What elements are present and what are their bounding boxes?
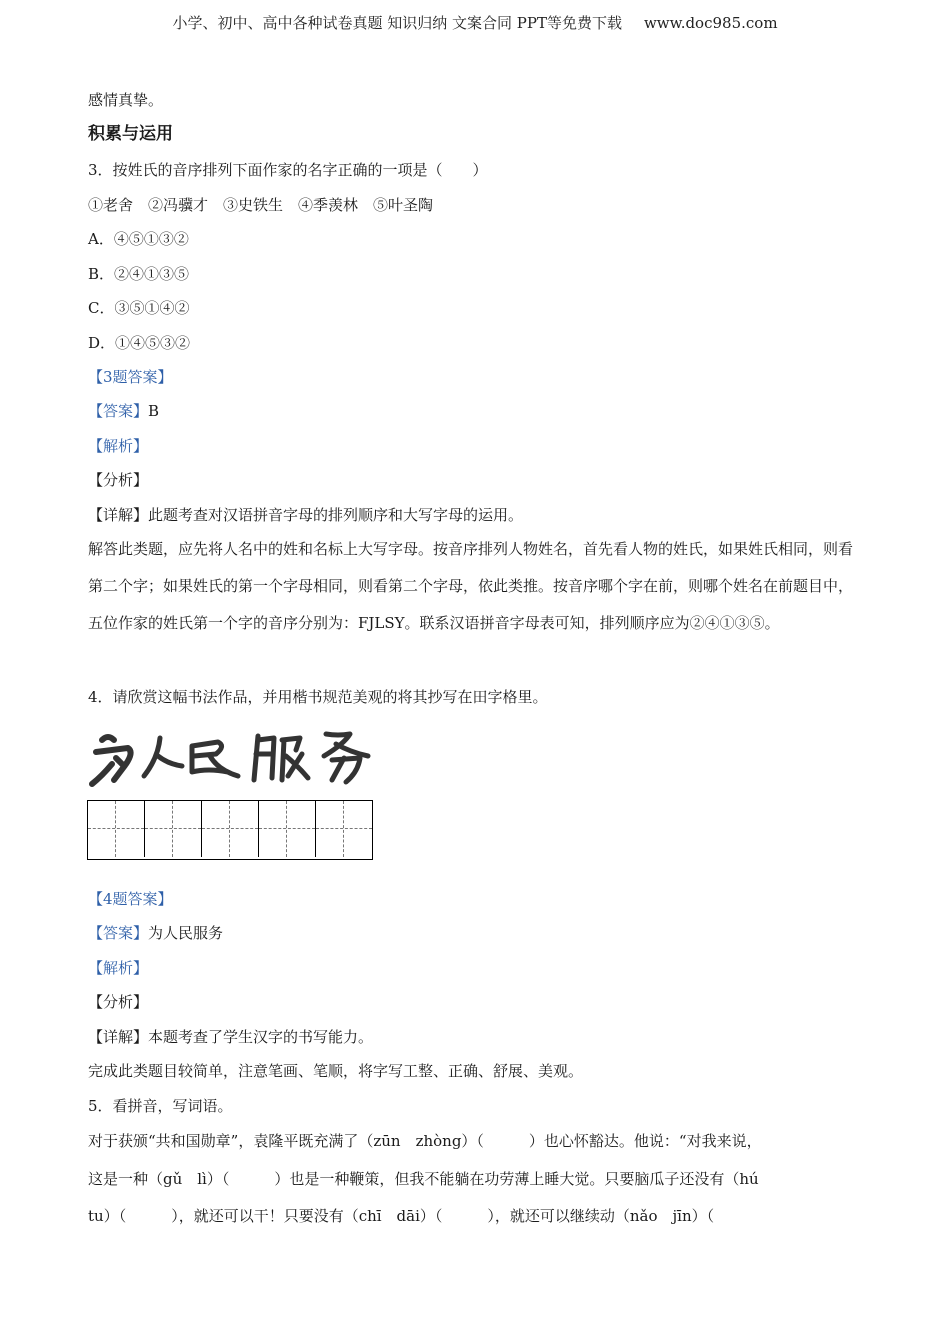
detail-tag: 【详解】 — [88, 1028, 149, 1046]
q5-line-2: 这是一种（gǔ lì）（ ）也是一种鞭策，但我不能躺在功劳薄上睡大觉。只要脑瓜子还没有（hú — [88, 1170, 759, 1188]
q4-fenxi: 【分析】 — [88, 993, 149, 1011]
option-c: C．③⑤①④② — [88, 299, 190, 317]
grid-cell[interactable] — [88, 801, 145, 857]
answer-value: B — [148, 402, 160, 420]
question-3: 3．按姓氏的音序排列下面作家的名字正确的一项是（ ） — [88, 161, 488, 179]
grid-cell[interactable] — [145, 801, 202, 857]
q3-answer — [88, 401, 159, 421]
option-b: B．②④①③⑤ — [88, 265, 190, 283]
question-4: 4．请欣赏这幅书法作品，并用楷书规范美观的将其抄写在田字格里。 — [88, 688, 548, 706]
q3-answer-title: 【3题答案】 — [88, 368, 173, 386]
detail-text: 本题考查了学生汉字的书写能力。 — [148, 1028, 374, 1046]
question-3-names: ①老舍 ②冯骥才 ③史铁生 ④季羡林 ⑤叶圣陶 — [88, 196, 434, 214]
prev-text-tail: 感情真挚。 — [88, 91, 164, 109]
tianzige-grid — [87, 800, 373, 860]
calligraphy-image — [88, 722, 378, 788]
q5-line-1: 对于获颁“共和国勋章”，袁隆平既充满了（zūn zhòng）（ ）也心怀豁达。他说：“对我来说， — [88, 1132, 762, 1150]
q4-answer-title: 【4题答案】 — [88, 890, 173, 908]
q3-jiexi: 【解析】 — [88, 437, 149, 455]
grid-cell[interactable] — [259, 801, 316, 857]
q3-detail — [88, 505, 523, 525]
detail-text: 此题考查对汉语拼音字母的排列顺序和大写字母的运用。 — [148, 506, 524, 524]
q4-explanation: 完成此类题目较简单，注意笔画、笔顺，将字写工整、正确、舒展、美观。 — [88, 1062, 584, 1080]
answer-tag: 【答案】 — [88, 924, 149, 942]
answer-value: 为人民服务 — [148, 924, 224, 942]
detail-tag: 【详解】 — [88, 506, 149, 524]
q4-jiexi: 【解析】 — [88, 959, 149, 977]
q3-fenxi: 【分析】 — [88, 471, 149, 489]
section-heading: 积累与运用 — [88, 124, 173, 144]
question-5: 5．看拼音，写词语。 — [88, 1097, 233, 1115]
header-title: 小学、初中、高中各种试卷真题 知识归纳 文案合同 PPT等免费下载 — [172, 14, 622, 32]
grid-cell[interactable] — [202, 801, 259, 857]
header-site-link[interactable]: www.doc985.com — [643, 14, 778, 32]
grid-cell[interactable] — [316, 801, 372, 857]
option-a: A．④⑤①③② — [88, 230, 189, 248]
q3-explanation: 解答此类题，应先将人名中的姓和名标上大写字母。按音序排列人物姓名，首先看人物的姓氏，如果姓氏相同，则看第二个字；如果姓氏的第一个字母相同，则看第二个字母，依此类推。按音序哪个字在前，则哪个姓名在前题目中，五位作家的姓氏第一个字的音序分别为：FJLSY。联系汉语拼音字母表可知，排列顺序应为②④①③⑤。 — [88, 540, 854, 632]
q4-answer — [88, 923, 223, 943]
page-header — [0, 12, 950, 33]
q5-line-3: tu）（ ），就还可以干！只要没有（chī dāi）（ ），就还可以继续动（nǎo jīn）（ — [88, 1207, 715, 1225]
answer-tag: 【答案】 — [88, 402, 149, 420]
option-d: D．①④⑤③② — [88, 334, 191, 352]
q4-detail — [88, 1027, 373, 1047]
